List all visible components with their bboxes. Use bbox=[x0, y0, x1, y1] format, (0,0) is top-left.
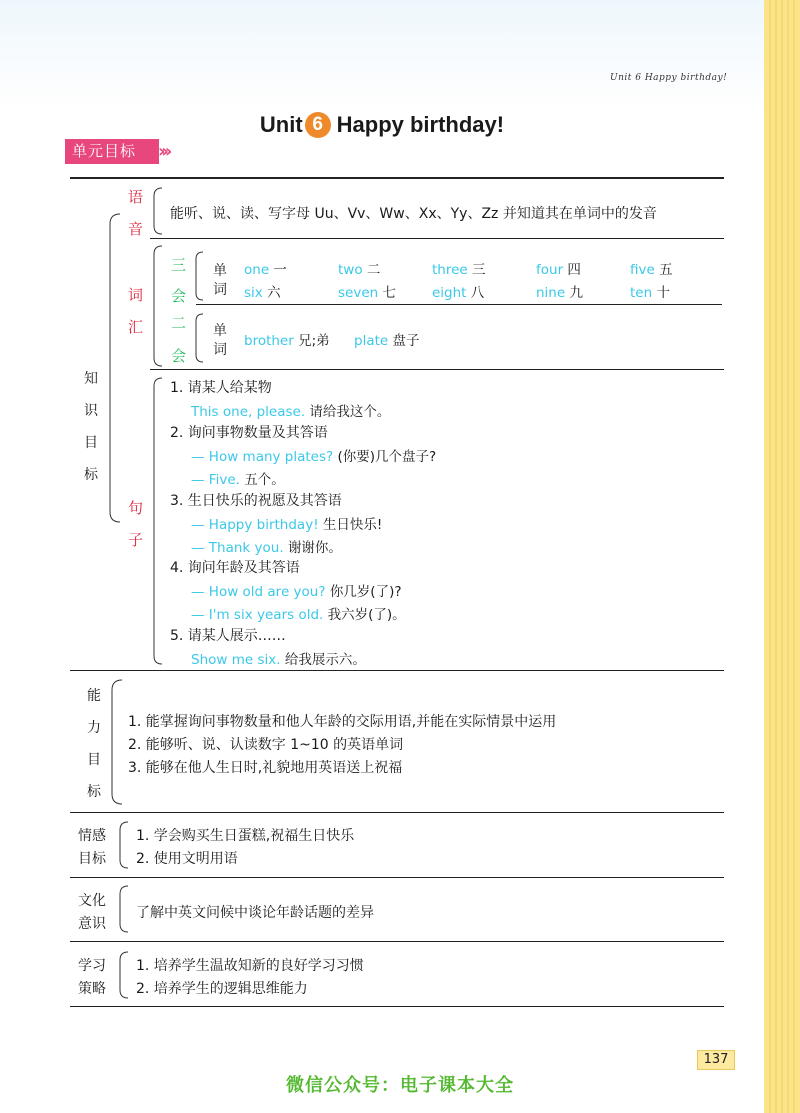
two-skills-label-2: 会 bbox=[171, 347, 187, 365]
sentences-brace bbox=[148, 376, 166, 666]
two-skills-brace bbox=[191, 312, 207, 364]
three-skills-brace bbox=[191, 250, 207, 302]
emotion-item: 1. 学会购买生日蛋糕,祝福生日快乐 bbox=[136, 828, 355, 844]
strategy-item: 1. 培养学生温故知新的良好学习习惯 bbox=[136, 958, 364, 974]
culture-bottom-rule bbox=[70, 941, 724, 942]
vocab-word: six 六 bbox=[244, 285, 281, 301]
strategy-item: 2. 培养学生的逻辑思维能力 bbox=[136, 981, 308, 997]
strategy-label-2: 策略 bbox=[78, 981, 106, 997]
vocab-word: one 一 bbox=[244, 262, 287, 278]
vocab-word: three 三 bbox=[432, 262, 486, 278]
page-title bbox=[0, 112, 764, 138]
sentences-label-1: 句 bbox=[128, 499, 144, 517]
emotion-brace bbox=[114, 820, 132, 870]
ability-bottom-rule bbox=[70, 812, 724, 813]
sentence-title: 5. 请某人展示…… bbox=[170, 628, 286, 644]
two-skills-label-1: 二 bbox=[171, 314, 187, 332]
two-skills-word-label-1: 单 bbox=[213, 323, 227, 339]
sentences-label-2: 子 bbox=[128, 531, 144, 549]
knowledge-label-2: 识 bbox=[84, 403, 98, 419]
emotion-bottom-rule bbox=[70, 877, 724, 878]
header-wash bbox=[0, 0, 764, 110]
culture-text: 了解中英文问候中谈论年龄话题的差异 bbox=[136, 905, 374, 921]
culture-label-2: 意识 bbox=[78, 916, 106, 932]
sentence-title: 2. 询问事物数量及其答语 bbox=[170, 425, 328, 441]
ability-item: 2. 能够听、说、认读数字 1~10 的英语单词 bbox=[128, 737, 404, 753]
vocab-word: two 二 bbox=[338, 262, 381, 278]
table-top-rule bbox=[70, 177, 724, 179]
knowledge-label-1: 知 bbox=[84, 371, 98, 387]
vocabulary-rule bbox=[150, 369, 724, 370]
two-skills-word-label-2: 词 bbox=[213, 342, 227, 358]
vocab-word: eight 八 bbox=[432, 285, 485, 301]
emotion-label-1: 情感 bbox=[78, 828, 106, 844]
three-skills-label-2: 会 bbox=[171, 287, 187, 305]
ability-brace bbox=[106, 678, 126, 806]
sentence-line: — I'm six years old. 我六岁(了)。 bbox=[191, 607, 406, 623]
pronunciation-brace bbox=[148, 186, 166, 236]
sentence-line: This one, please. 请给我这个。 bbox=[191, 404, 391, 420]
table-bottom-rule bbox=[70, 1006, 724, 1007]
emotion-label-2: 目标 bbox=[78, 851, 106, 867]
sentence-line: — Thank you. 谢谢你。 bbox=[191, 540, 342, 556]
vocab-word: seven 七 bbox=[338, 285, 396, 301]
ability-label-4: 标 bbox=[87, 784, 101, 800]
three-skills-label-1: 三 bbox=[171, 256, 187, 274]
vocabulary-brace bbox=[148, 244, 166, 368]
strategy-label-1: 学习 bbox=[78, 958, 106, 974]
sentence-line: Show me six. 给我展示六。 bbox=[191, 652, 366, 668]
running-head: Unit 6 Happy birthday! bbox=[610, 73, 728, 83]
sentence-title: 3. 生日快乐的祝愿及其答语 bbox=[170, 493, 342, 509]
pronunciation-label-1: 语 bbox=[128, 188, 144, 206]
vocab-word: plate 盘子 bbox=[354, 333, 420, 349]
knowledge-label-4: 标 bbox=[84, 467, 98, 483]
watermark: 微信公众号：电子课本大全 bbox=[286, 1075, 514, 1096]
three-skills-rule bbox=[196, 304, 722, 305]
unit-number-badge: 6 bbox=[305, 112, 331, 138]
sentence-line: — How old are you? 你几岁(了)? bbox=[191, 584, 402, 600]
ability-item: 1. 能掌握询问事物数量和他人年龄的交际用语,并能在实际情景中运用 bbox=[128, 714, 557, 730]
chevron-right-icon: ››› bbox=[158, 141, 169, 162]
ability-label-2: 力 bbox=[87, 720, 101, 736]
vocab-word: ten 十 bbox=[630, 285, 670, 301]
sentence-line: — Happy birthday! 生日快乐! bbox=[191, 517, 383, 533]
culture-brace bbox=[114, 884, 132, 934]
vocab-word: nine 九 bbox=[536, 285, 583, 301]
unit-title-text: Happy birthday! bbox=[336, 112, 505, 137]
culture-label-1: 文化 bbox=[78, 893, 106, 909]
ability-label-1: 能 bbox=[87, 688, 101, 704]
emotion-item: 2. 使用文明用语 bbox=[136, 851, 238, 867]
sentence-line: — How many plates? (你要)几个盘子? bbox=[191, 449, 437, 465]
ability-label-3: 目 bbox=[87, 752, 101, 768]
pronunciation-text: 能听、说、读、写字母 Uu、Vv、Ww、Xx、Yy、Zz 并知道其在单词中的发音 bbox=[170, 206, 657, 222]
vocab-word: four 四 bbox=[536, 262, 581, 278]
pronunciation-rule bbox=[150, 238, 724, 239]
sentence-title: 4. 询问年龄及其答语 bbox=[170, 560, 300, 576]
vocab-word: five 五 bbox=[630, 262, 673, 278]
ability-item: 3. 能够在他人生日时,礼貌地用英语送上祝福 bbox=[128, 760, 403, 776]
three-skills-word-label-1: 单 bbox=[213, 263, 227, 279]
vocab-word: brother 兄;弟 bbox=[244, 333, 330, 349]
vocabulary-label-2: 汇 bbox=[128, 318, 144, 336]
page-number: 137 bbox=[697, 1050, 735, 1070]
sentence-line: — Five. 五个。 bbox=[191, 472, 285, 488]
knowledge-label-3: 目 bbox=[84, 435, 98, 451]
strategy-brace bbox=[114, 950, 132, 1000]
pronunciation-label-2: 音 bbox=[128, 220, 144, 238]
vocabulary-label-1: 词 bbox=[128, 286, 144, 304]
knowledge-brace bbox=[104, 212, 124, 524]
three-skills-word-label-2: 词 bbox=[213, 282, 227, 298]
knowledge-bottom-rule bbox=[70, 670, 724, 671]
sentence-title: 1. 请某人给某物 bbox=[170, 380, 272, 396]
unit-word: Unit bbox=[259, 112, 303, 137]
section-badge: 单元目标 bbox=[65, 139, 159, 164]
